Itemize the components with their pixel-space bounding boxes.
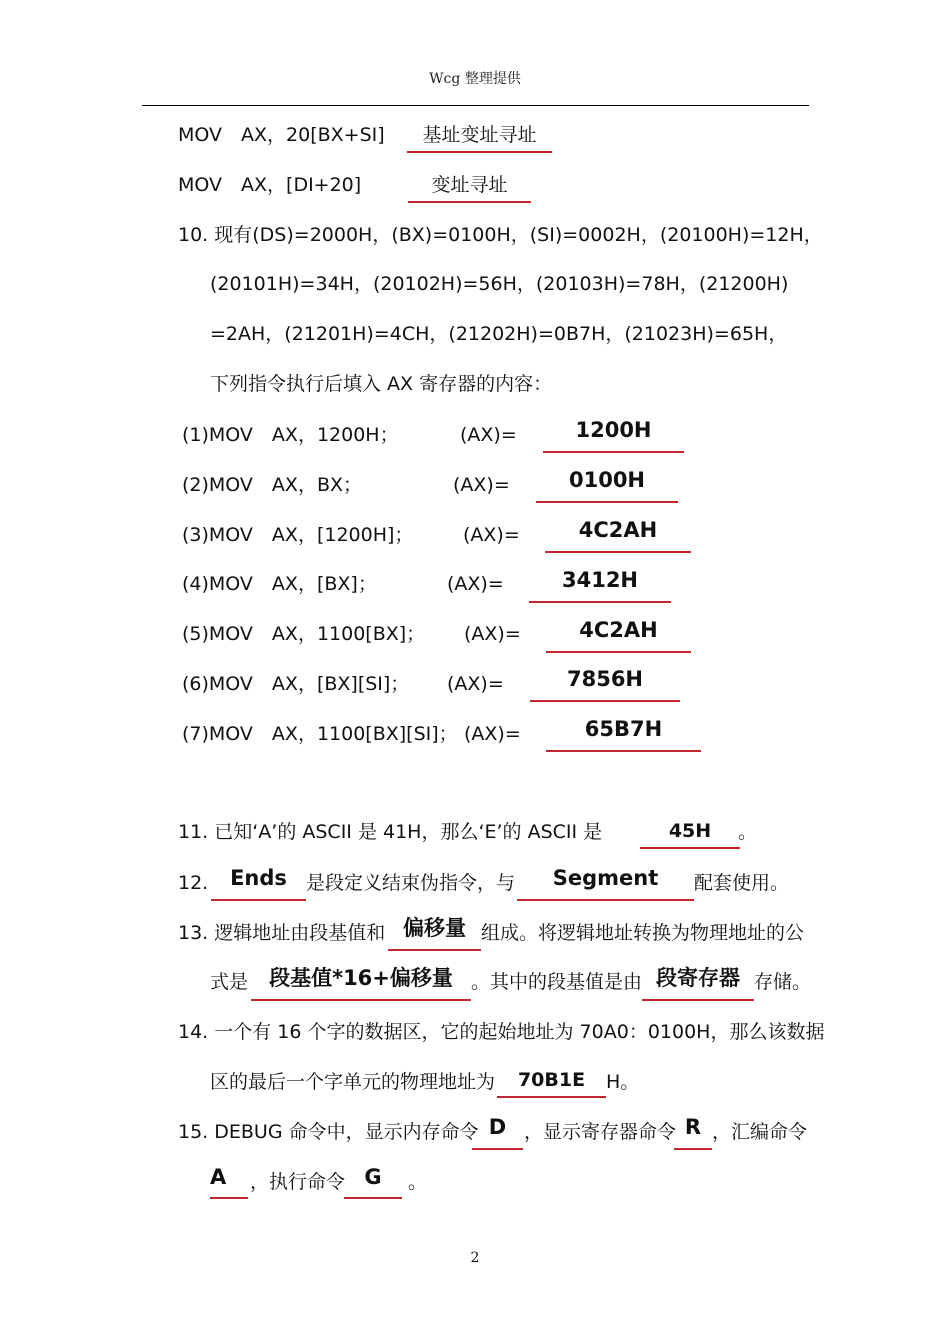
q10-item-4-eq: (AX)= [447, 573, 504, 595]
answer-underline [388, 949, 481, 951]
page-number: 2 [470, 1250, 480, 1266]
q11-post: 。 [738, 821, 758, 843]
q13-answer-2: 段基值*16+偏移量 [269, 966, 453, 990]
q10-item-5-instr: (5)MOV AX，1100[BX]； [182, 623, 426, 645]
q15-answer-4: G [364, 1165, 382, 1189]
q12-answer-2: Segment [552, 866, 659, 890]
q15-line-1-mid-2: ，汇编命令 [712, 1121, 808, 1143]
answer-underline [210, 1197, 248, 1199]
q12-number: 12. [178, 872, 209, 894]
answer-underline [546, 750, 701, 752]
q13-line-1-pre: 13. 逻辑地址由段基值和 [178, 922, 386, 944]
q10-item-4-instr: (4)MOV AX，[BX]； [182, 573, 377, 595]
answer-underline [472, 1148, 523, 1150]
addressing-instr-1: MOV AX，20[BX+SI] [178, 124, 385, 146]
q15-line-1-pre: 15. DEBUG 命令中，显示内存命令 [178, 1121, 479, 1143]
answer-underline [408, 201, 531, 203]
q10-item-3-instr: (3)MOV AX，[1200H]； [182, 524, 414, 546]
q15-answer-2: R [684, 1115, 702, 1139]
q15-answer-1: D [488, 1115, 507, 1139]
addressing-instr-2: MOV AX，[DI+20] [178, 174, 362, 196]
answer-underline [543, 451, 684, 453]
q10-item-6-instr: (6)MOV AX，[BX][SI]； [182, 673, 410, 695]
addressing-answer-2: 变址寻址 [431, 174, 508, 196]
q10-line-4: 下列指令执行后填入 AX 寄存器的内容： [210, 373, 553, 395]
q14-answer: 70B1E [517, 1069, 586, 1091]
q13-line-2-pre: 式是 [210, 971, 249, 993]
q14-line-1: 14. 一个有 16 个字的数据区，它的起始地址为 70A0：0100H，那么该数据 [178, 1021, 825, 1043]
q14-line-2-post: H。 [606, 1071, 640, 1093]
q12-answer-1: Ends [230, 866, 287, 890]
q11-answer: 45H [668, 820, 712, 842]
addressing-answer-1: 基址变址寻址 [422, 124, 537, 146]
answer-underline [529, 601, 671, 603]
q10-item-2-instr: (2)MOV AX，BX； [182, 474, 362, 496]
answer-underline [536, 501, 678, 503]
q10-item-1-eq: (AX)= [460, 424, 517, 446]
answer-underline [546, 651, 691, 653]
page-header: Wcg 整理提供 [429, 71, 521, 87]
answer-underline [497, 1096, 606, 1098]
answer-underline [640, 847, 740, 849]
answer-underline [517, 899, 694, 901]
q10-item-5-answer: 4C2AH [579, 618, 658, 642]
answer-underline [530, 700, 680, 702]
q15-line-2-mid: ，执行命令 [250, 1171, 346, 1193]
answer-underline [545, 551, 691, 553]
header-rule [142, 105, 809, 106]
q10-line-3: =2AH，(21201H)=4CH，(21202H)=0B7H，(21023H)=65H， [210, 323, 788, 345]
q13-line-2-post: 存储。 [754, 971, 812, 993]
q10-item-1-instr: (1)MOV AX，1200H； [182, 424, 399, 446]
answer-underline [211, 899, 306, 901]
q13-answer-3: 段寄存器 [656, 966, 740, 990]
q10-item-6-answer: 7856H [566, 667, 644, 691]
answer-underline [642, 999, 754, 1001]
q10-item-7-answer: 65B7H [584, 717, 663, 741]
answer-underline [344, 1197, 402, 1199]
q10-item-7-eq: (AX)= [464, 723, 521, 745]
q12-post: 配套使用。 [694, 872, 790, 894]
q10-item-4-answer: 3412H [561, 568, 639, 592]
q13-line-2-mid: 。其中的段基值是由 [471, 971, 643, 993]
q10-item-7-instr: (7)MOV AX，1100[BX][SI]； [182, 723, 458, 745]
q10-line-1: 10. 现有(DS)=2000H，(BX)=0100H，(SI)=0002H，(20100H)=12H， [178, 224, 823, 246]
q10-item-6-eq: (AX)= [447, 673, 504, 695]
answer-underline [407, 151, 552, 153]
q15-line-2-post: 。 [408, 1171, 428, 1193]
q13-answer-1: 偏移量 [403, 916, 466, 940]
q10-item-3-eq: (AX)= [463, 524, 520, 546]
q10-item-1-answer: 1200H [575, 418, 652, 442]
q15-answer-3: A [210, 1165, 227, 1189]
q15-line-1-mid-1: ，显示寄存器命令 [524, 1121, 677, 1143]
q10-line-2: (20101H)=34H，(20102H)=56H，(20103H)=78H，(21200H) [210, 273, 789, 295]
q10-item-2-eq: (AX)= [453, 474, 510, 496]
answer-underline [251, 999, 471, 1001]
q10-item-3-answer: 4C2AH [578, 518, 658, 542]
q11-text: 11. 已知‘A’的 ASCII 是 41H，那么‘E’的 ASCII 是 [178, 821, 603, 843]
q13-line-1-mid: 组成。将逻辑地址转换为物理地址的公 [481, 922, 805, 944]
answer-underline [674, 1148, 712, 1150]
q14-line-2-pre: 区的最后一个字单元的物理地址为 [210, 1071, 496, 1093]
q10-item-5-eq: (AX)= [464, 623, 521, 645]
q12-mid: 是段定义结束伪指令，与 [306, 872, 516, 894]
q10-item-2-answer: 0100H [568, 468, 646, 492]
